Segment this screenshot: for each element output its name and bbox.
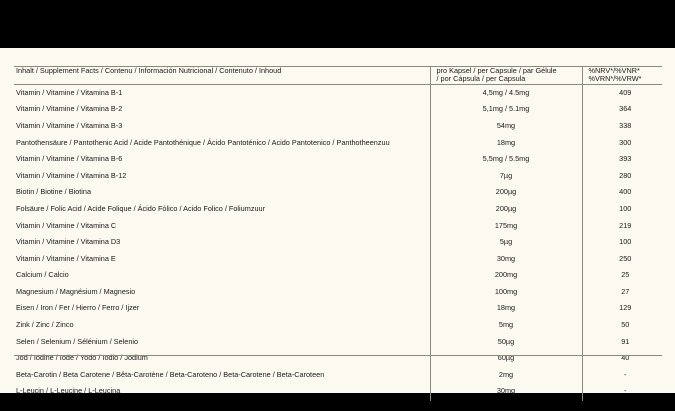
table-row xyxy=(14,118,662,135)
row-nrv: - xyxy=(624,369,627,379)
row-amount: 54mg xyxy=(430,118,582,135)
table-row xyxy=(14,267,662,284)
table-header-row xyxy=(14,67,662,85)
row-amount: 100mg xyxy=(430,284,582,301)
table-row xyxy=(14,168,662,185)
table-header xyxy=(14,67,662,85)
row-amount: 50µg xyxy=(430,333,582,350)
table-row xyxy=(14,151,662,168)
row-amount: 18mg xyxy=(430,135,582,152)
row-nrv: 219 xyxy=(619,220,632,230)
row-nrv: 27 xyxy=(621,286,630,296)
row-amount: 4,5mg / 4.5mg xyxy=(430,84,582,101)
row-nrv: 100 xyxy=(619,237,632,247)
table-row xyxy=(14,367,662,384)
table-row xyxy=(14,333,662,350)
row-amount: 5,1mg / 5.1mg xyxy=(430,101,582,118)
table-row xyxy=(14,383,662,400)
row-amount: 60µg xyxy=(430,350,582,367)
row-nrv: 300 xyxy=(619,137,632,147)
row-nrv: 400 xyxy=(619,187,632,197)
row-nutrient-name: Zink / Zinc / Zinco xyxy=(14,317,430,334)
row-nutrient-name: Vitamin / Vitamine / Vitamina B-2 xyxy=(14,101,430,118)
table-row xyxy=(14,184,662,201)
row-nrv: 129 xyxy=(619,303,632,313)
table-row xyxy=(14,217,662,234)
row-nutrient-name: Calcium / Calcio xyxy=(14,267,430,284)
supplement-facts-panel xyxy=(0,48,675,396)
table-row xyxy=(14,317,662,334)
row-nutrient-name: Vitamin / Vitamine / Vitamina B-12 xyxy=(14,168,430,185)
row-amount: 200mg xyxy=(430,267,582,284)
row-amount: 200µg xyxy=(430,201,582,218)
row-nutrient-name: Magnesium / Magnésium / Magnesio xyxy=(14,284,430,301)
table-bottom-rule xyxy=(14,355,662,356)
column-header-amount-line-1: pro Kapsel / per Capsule / par Gélule xyxy=(436,66,557,75)
row-nrv: 100 xyxy=(619,203,632,213)
row-nutrient-name: Biotin / Biotine / Biotina xyxy=(14,184,430,201)
row-nutrient-name: Vitamin / Vitamine / Vitamina B-1 xyxy=(14,84,430,101)
row-nrv: 50 xyxy=(621,319,630,329)
column-header-nrv-line-2: %VRN*/%VRW* xyxy=(588,74,642,84)
row-nutrient-name: Eisen / Iron / Fer / Hierro / Ferro / Ijzer xyxy=(14,300,430,317)
row-nrv: 25 xyxy=(621,270,630,280)
row-nrv: - xyxy=(624,386,627,396)
table-body xyxy=(14,84,662,400)
row-nutrient-name: Vitamin / Vitamine / Vitamina E xyxy=(14,251,430,268)
row-amount: 175mg xyxy=(430,217,582,234)
row-amount: 200µg xyxy=(430,184,582,201)
row-amount: 7µg xyxy=(430,168,582,185)
table-row xyxy=(14,201,662,218)
row-nutrient-name: L-Leucin / L-Leucine / L-Leucina xyxy=(14,383,430,400)
table-row xyxy=(14,251,662,268)
column-header-nrv-line-1: %NRV*/%VNR* xyxy=(588,66,640,75)
row-nrv: 250 xyxy=(619,253,632,263)
table-row xyxy=(14,135,662,152)
column-header-name xyxy=(14,67,430,85)
row-amount: 5mg xyxy=(430,317,582,334)
row-nutrient-name: Vitamin / Vitamine / Vitamina D3 xyxy=(14,234,430,251)
table-row xyxy=(14,350,662,367)
table-row xyxy=(14,234,662,251)
row-amount: 18mg xyxy=(430,300,582,317)
row-amount: 5,5mg / 5.5mg xyxy=(430,151,582,168)
row-nrv: 409 xyxy=(619,87,632,97)
row-amount: 2mg xyxy=(430,367,582,384)
table-row xyxy=(14,101,662,118)
row-nutrient-name: Selen / Selenium / Sélénium / Selenio xyxy=(14,333,430,350)
row-nutrient-name: Pantothensäure / Pantothenic Acid / Acide Pantothénique / Ácido Pantoténico / Acido Pantotenico / Panthotheenzuu xyxy=(14,135,430,152)
column-header-name-line-1: Inhalt / Supplement Facts / Contenu / Información Nutricional / Contenuto / Inhoud xyxy=(16,66,282,75)
column-header-amount-line-2: / por Cápsula / per Capsula xyxy=(436,74,526,84)
column-header-amount xyxy=(430,67,582,85)
row-nrv: 393 xyxy=(619,154,632,164)
row-nutrient-name: Folsäure / Folic Acid / Acide Folique / Ácido Fólico / Acido Folico / Foliumzuur xyxy=(14,201,430,218)
table-row xyxy=(14,284,662,301)
table-row xyxy=(14,300,662,317)
row-nrv: 280 xyxy=(619,170,632,180)
row-nrv: 364 xyxy=(619,104,632,114)
row-nutrient-name: Vitamin / Vitamine / Vitamina C xyxy=(14,217,430,234)
row-amount: 30mg xyxy=(430,383,582,400)
row-nrv: 40 xyxy=(621,353,630,363)
row-amount: 30mg xyxy=(430,251,582,268)
table-row xyxy=(14,84,662,101)
row-amount: 5µg xyxy=(430,234,582,251)
column-header-nrv xyxy=(582,67,662,85)
row-nrv: 338 xyxy=(619,121,632,131)
row-nutrient-name: Jod / Iodine / Iode / Yodo / Iodio / Jodium xyxy=(14,350,430,367)
row-nutrient-name: Vitamin / Vitamine / Vitamina B-3 xyxy=(14,118,430,135)
row-nutrient-name: Vitamin / Vitamine / Vitamina B-6 xyxy=(14,151,430,168)
supplement-facts-table xyxy=(14,66,662,401)
row-nutrient-name: Beta-Carotin / Beta Carotene / Bêta-Carotène / Beta-Caroteno / Beta-Carotene / Beta-Caroteen xyxy=(14,367,430,384)
row-nrv: 91 xyxy=(621,336,630,346)
